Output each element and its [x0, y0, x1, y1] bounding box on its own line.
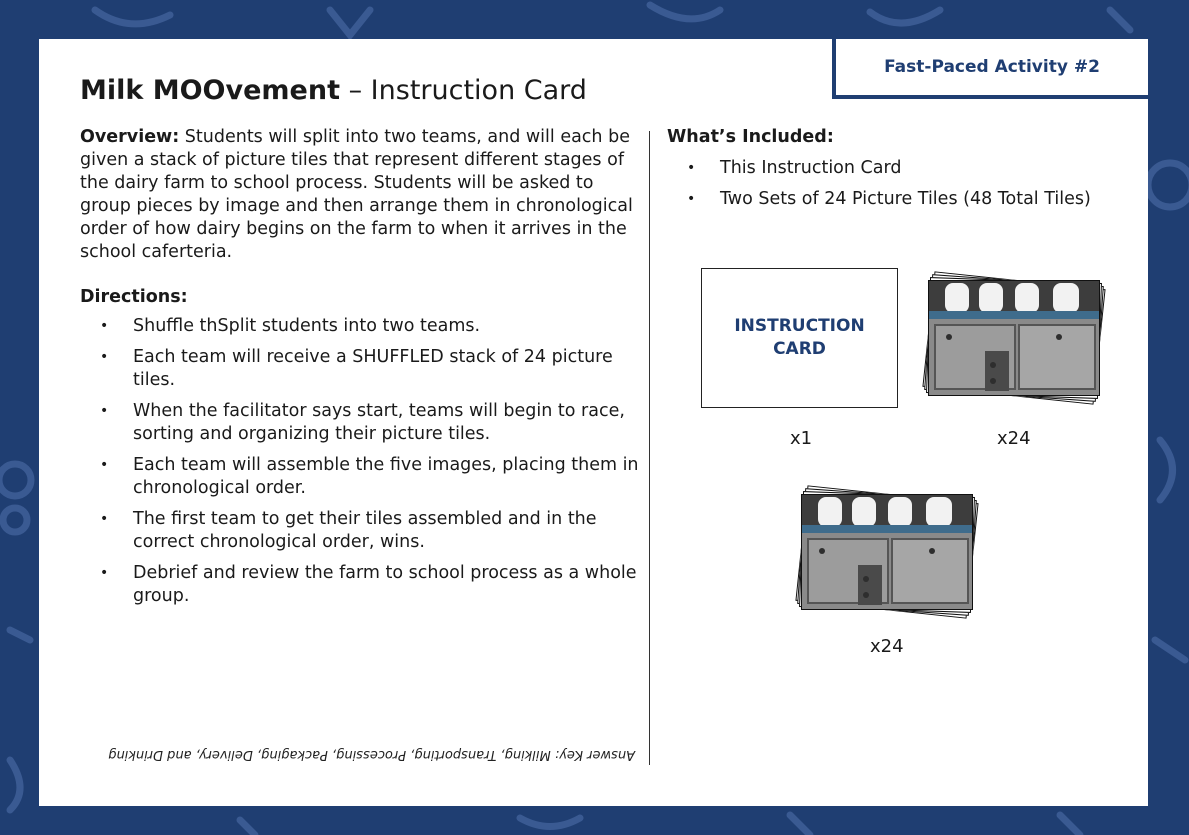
- list-item: • When the facilitator says start, teams will begin to race, sorting and organizing their picture tiles.: [80, 400, 640, 446]
- instruction-card-line2: CARD: [773, 339, 826, 359]
- included-heading: What’s Included:: [667, 127, 834, 147]
- column-divider: [649, 131, 650, 765]
- page-title: [80, 75, 587, 106]
- overview-label: Overview:: [80, 127, 180, 147]
- instruction-card-line1: INSTRUCTION: [734, 316, 865, 336]
- title-separator: –: [340, 75, 371, 106]
- overview-paragraph: [80, 126, 640, 264]
- directions-heading: Directions:: [80, 287, 188, 307]
- picture-tile-stack: [928, 280, 1100, 396]
- included-list: [667, 157, 1127, 211]
- answer-key-upside-down: Answer Key: Milking, Transporting, Processing, Packaging, Delivery, and Drinking: [108, 747, 635, 762]
- activity-tab: [832, 39, 1148, 99]
- overview-text: Students will split into two teams, and will each be given a stack of picture tiles that represent different stages of the dairy farm to school process. Students will be asked to group pieces by image and then arrange them in chronological order of how dairy begins on the farm to when it arrives in the school caferteria.: [80, 127, 633, 262]
- title-subtitle: Instruction Card: [370, 75, 587, 106]
- list-item: • The first team to get their tiles assembled and in the correct chronological order, wins.: [80, 508, 640, 554]
- list-item: • Each team will receive a SHUFFLED stack of 24 picture tiles.: [80, 346, 640, 392]
- qty-picture-tiles-2: x24: [870, 636, 904, 657]
- list-item: • Two Sets of 24 Picture Tiles (48 Total Tiles): [667, 188, 1127, 211]
- title-bold: Milk MOOvement: [80, 75, 340, 106]
- right-column: [667, 126, 1127, 219]
- directions-list: [80, 315, 640, 608]
- list-item: • Debrief and review the farm to school process as a whole group.: [80, 562, 640, 608]
- milk-bottles-photo: [928, 280, 1100, 396]
- list-item: • Each team will assemble the five images, placing them in chronological order.: [80, 454, 640, 500]
- qty-instruction-card: x1: [790, 428, 813, 449]
- list-item: • This Instruction Card: [667, 157, 1127, 180]
- instruction-card-page: [39, 39, 1148, 806]
- activity-tab-label: Fast-Paced Activity #2: [884, 57, 1100, 77]
- milk-bottles-photo: [801, 494, 973, 610]
- instruction-card-illustration: [701, 268, 898, 408]
- left-column: [80, 126, 640, 616]
- list-item: • Shuffle thSplit students into two teams.: [80, 315, 640, 338]
- qty-picture-tiles-1: x24: [997, 428, 1031, 449]
- picture-tile-stack: [801, 494, 973, 610]
